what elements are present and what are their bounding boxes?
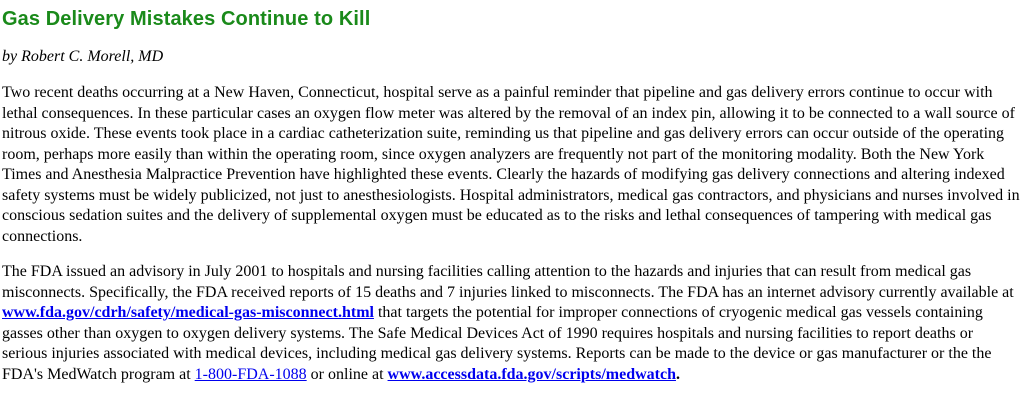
paragraph-1: Two recent deaths occurring at a New Haven, Connecticut, hospital serve as a painful reminder that pipeline and gas delivery errors continue to occur with lethal consequences. In these particular cases an oxygen flow meter was altered by the removal of an index pin, allowing it to be connected to a wall source of nitrous oxide. These events took place in a cardiac catheterization suite, reminding us that pipeline and gas delivery errors can occur outside of the operating room, perhaps more easily than within the operating room, since oxygen analyzers are frequently not part of the monitoring modality. Both the New York Times and Anesthesia Malpractice Prevention have highlighted these events. Clearly the hazards of modifying gas delivery connections and altering indexed safety systems must be widely publicized, not just to anesthesiologists. Hospital administrators, medical gas contractors, and physicians and nurses involved in conscious sedation suites and the delivery of supplemental oxygen must be educated as to the risks and lethal consequences of tampering with medical gas connections. xyxy=(2,84,1020,245)
paragraph-2 xyxy=(2,262,1020,385)
paragraph-2-end: . xyxy=(675,365,680,383)
medwatch-online-link[interactable]: www.accessdata.fda.gov/scripts/medwatch xyxy=(387,365,676,383)
medwatch-phone-link[interactable]: 1-800-FDA-1088 xyxy=(194,365,307,383)
paragraph-2-text-c: or online at xyxy=(306,365,388,383)
article-byline: by Robert C. Morell, MD xyxy=(2,48,164,65)
article-title: Gas Delivery Mistakes Continue to Kill xyxy=(2,8,371,30)
paragraph-2-text-b: that targets the potential for improper connections of cryogenic medical gas vessels containing gasses other than oxygen to oxygen delivery systems. The Safe Medical Devices Act of 1990 requires hospitals and nursing facilities to report deaths or serious injuries associated with medical devices, including medical gas delivery systems. Reports can be made to the device or gas manufacturer or the the FDA's MedWatch program at xyxy=(2,304,992,383)
paragraph-2-text-a: The FDA issued an advisory in July 2001 to hospitals and nursing facilities calling attention to the hazards and injuries that can result from medical gas misconnects. Specifically, the FDA received reports of 15 deaths and 7 injuries linked to misconnects. The FDA has an internet advisory currently available at xyxy=(2,263,1014,301)
fda-advisory-link[interactable]: www.fda.gov/cdrh/safety/medical-gas-misconnect.html xyxy=(2,304,374,321)
